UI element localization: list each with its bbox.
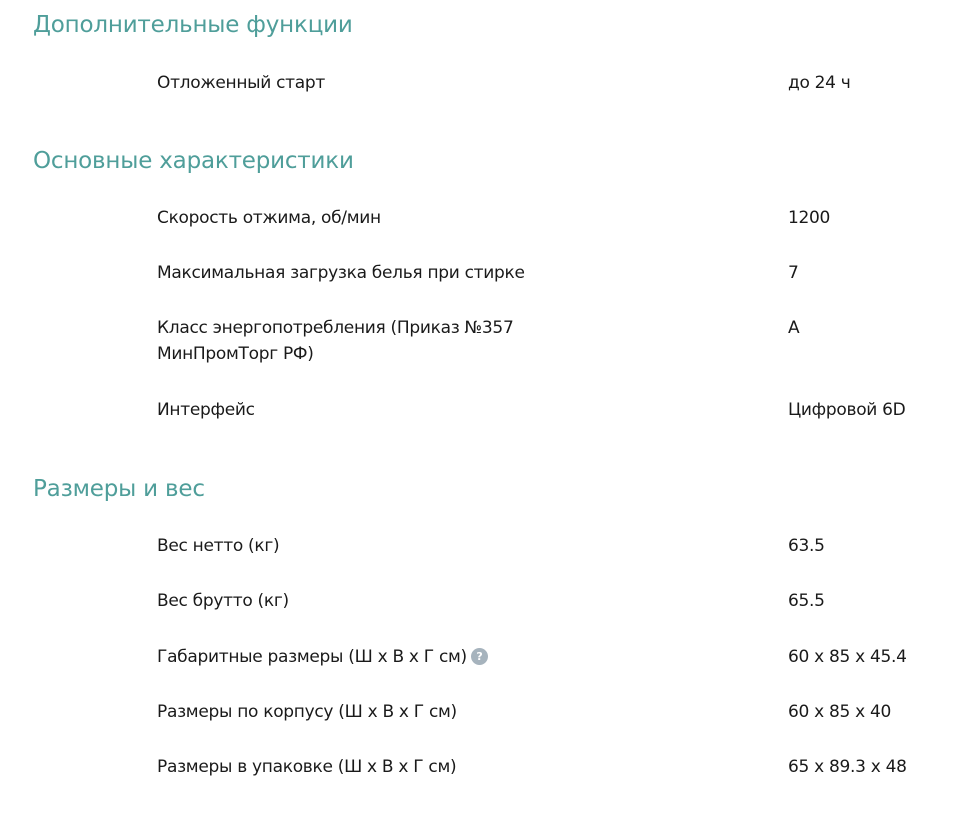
section-title-main-characteristics: Основные характеристики bbox=[33, 148, 354, 174]
spec-value: Цифровой 6D bbox=[788, 400, 906, 420]
spec-value: 7 bbox=[788, 263, 799, 283]
spec-label: Скорость отжима, об/мин bbox=[157, 208, 381, 228]
spec-label: Вес брутто (кг) bbox=[157, 591, 289, 611]
spec-label: Вес нетто (кг) bbox=[157, 536, 280, 556]
spec-label: Отложенный старт bbox=[157, 73, 325, 93]
spec-value: 60 x 85 x 40 bbox=[788, 702, 892, 722]
spec-label: Размеры в упаковке (Ш x В x Г см) bbox=[157, 757, 457, 777]
section-title-additional-functions: Дополнительные функции bbox=[33, 12, 353, 38]
spec-label: Класс энергопотребления (Приказ №357 МинПромТорг РФ) bbox=[157, 318, 514, 364]
spec-label-text: Габаритные размеры (Ш x В x Г см) bbox=[157, 647, 467, 667]
spec-value: 65.5 bbox=[788, 591, 825, 611]
spec-value: 65 x 89.3 x 48 bbox=[788, 757, 907, 777]
question-circle-icon[interactable]: ? bbox=[471, 648, 488, 665]
spec-value: до 24 ч bbox=[788, 73, 851, 93]
spec-label: Размеры по корпусу (Ш x В x Г см) bbox=[157, 702, 457, 722]
spec-label: Максимальная загрузка белья при стирке bbox=[157, 263, 525, 283]
spec-value: 63.5 bbox=[788, 536, 825, 556]
section-title-dimensions-weight: Размеры и вес bbox=[33, 476, 205, 502]
spec-label: Интерфейс bbox=[157, 400, 255, 420]
spec-value: 1200 bbox=[788, 208, 831, 228]
spec-value: 60 x 85 x 45.4 bbox=[788, 647, 907, 667]
spec-value: A bbox=[788, 318, 800, 338]
spec-label bbox=[157, 644, 637, 670]
